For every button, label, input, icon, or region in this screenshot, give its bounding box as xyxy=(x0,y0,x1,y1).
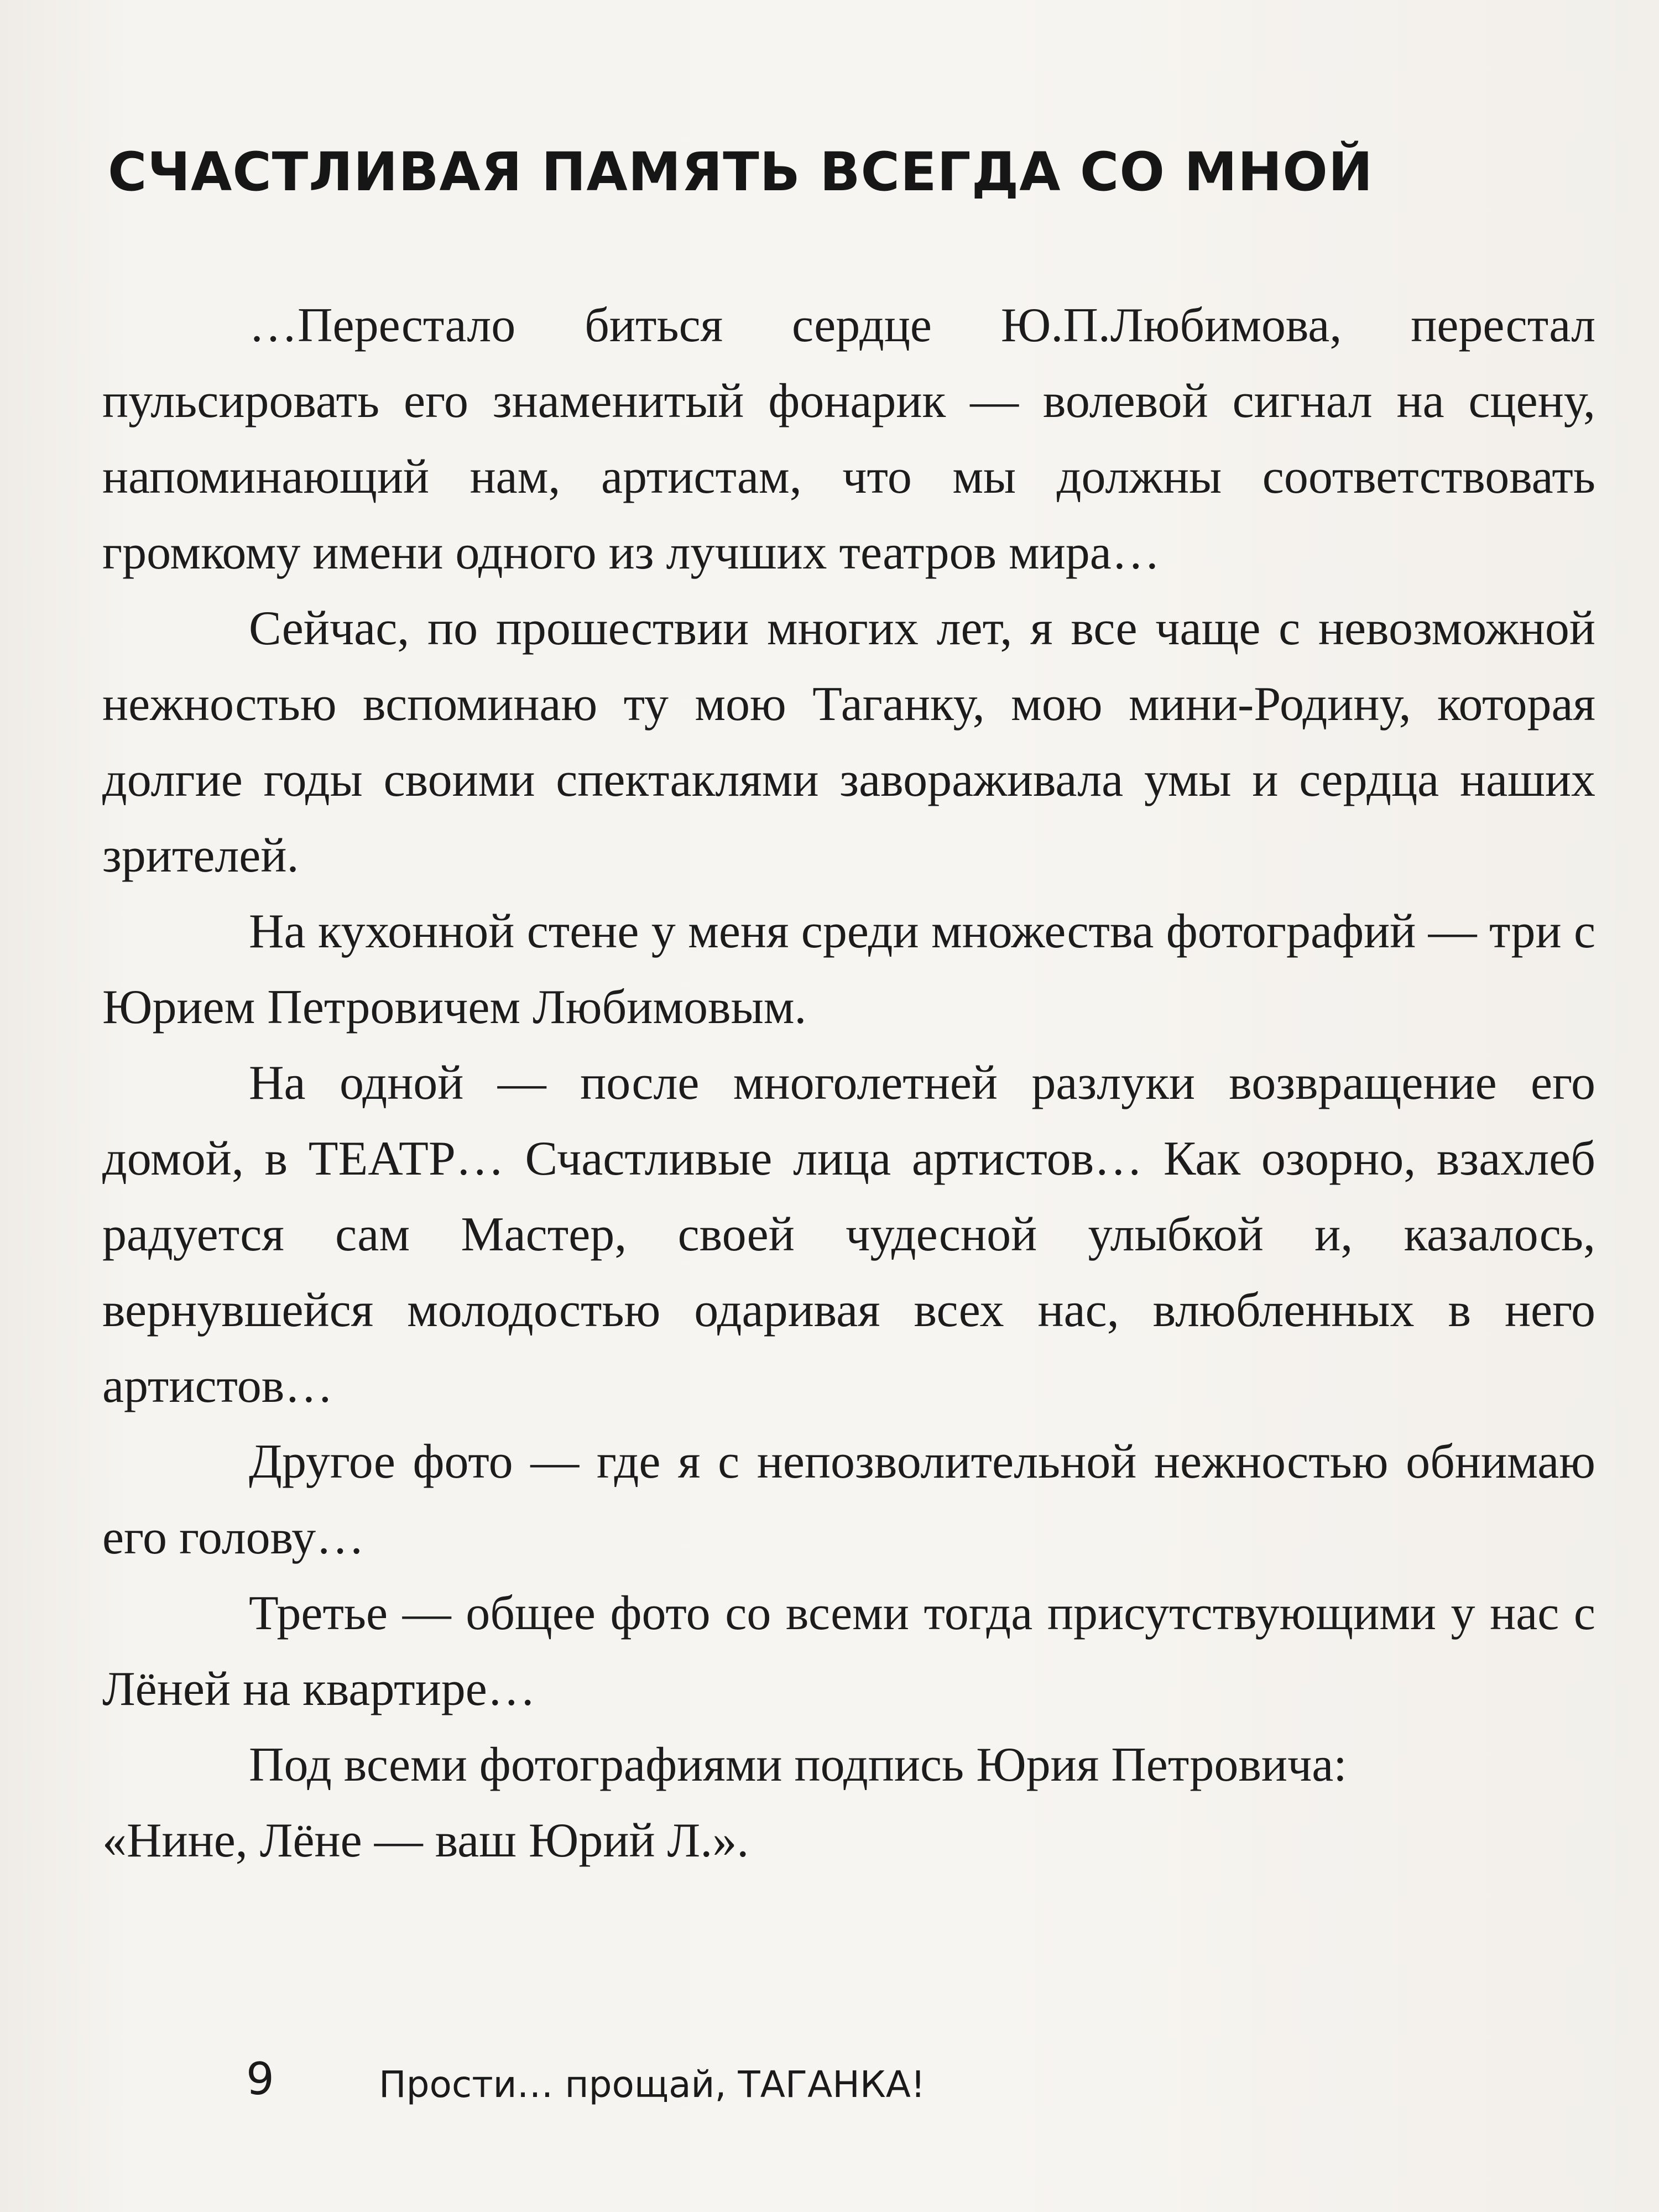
signature-quote: «Нине, Лёне — ваш Юрий Л.». xyxy=(102,1814,749,1867)
paragraph: …Перестало биться сердце Ю.П.Любимова, перестал пульсировать его знаменитый фонарик — волевой сигнал на сцену, напоминающий нам, артистам, что мы должны соответствовать громкому имени одного из лучших театров мира… xyxy=(102,299,1595,580)
chapter-heading: СЧАСТЛИВАЯ ПАМЯТЬ ВСЕГДА СО МНОЙ xyxy=(108,141,1374,203)
page-number: 9 xyxy=(246,2053,274,2105)
paragraph: Сейчас, по прошествии многих лет, я все чаще с невозможной нежностью вспоминаю ту мою Таганку, мою мини-Родину, которая долгие годы своими спектаклями завораживала умы и сердца наших зрителей. xyxy=(102,602,1595,883)
paragraph: Под всеми фотографиями подпись Юрия Петровича: xyxy=(249,1738,1347,1792)
body-text xyxy=(102,288,1595,1879)
paragraph: Другое фото — где я с непозволительной нежностью обнимаю его голову… xyxy=(102,1435,1595,1564)
running-title: Прости… прощай, ТАГАНКА! xyxy=(379,2063,926,2106)
paragraph: Третье — общее фото со всеми тогда присутствующими у нас с Лёней на квартире… xyxy=(102,1587,1595,1716)
paragraph: На кухонной стене у меня среди множества фотографий — три с Юрием Петровичем Любимовым. xyxy=(102,905,1595,1034)
paragraph: На одной — после многолетней разлуки возвращение его домой, в ТЕАТР… Счастливые лица артистов… Как озорно, взахлеб радуется сам Мастер, своей чудесной улыбкой и, казалось, вернувшейся молодостью одаривая всех нас, влюбленных в него артистов… xyxy=(102,1056,1595,1413)
